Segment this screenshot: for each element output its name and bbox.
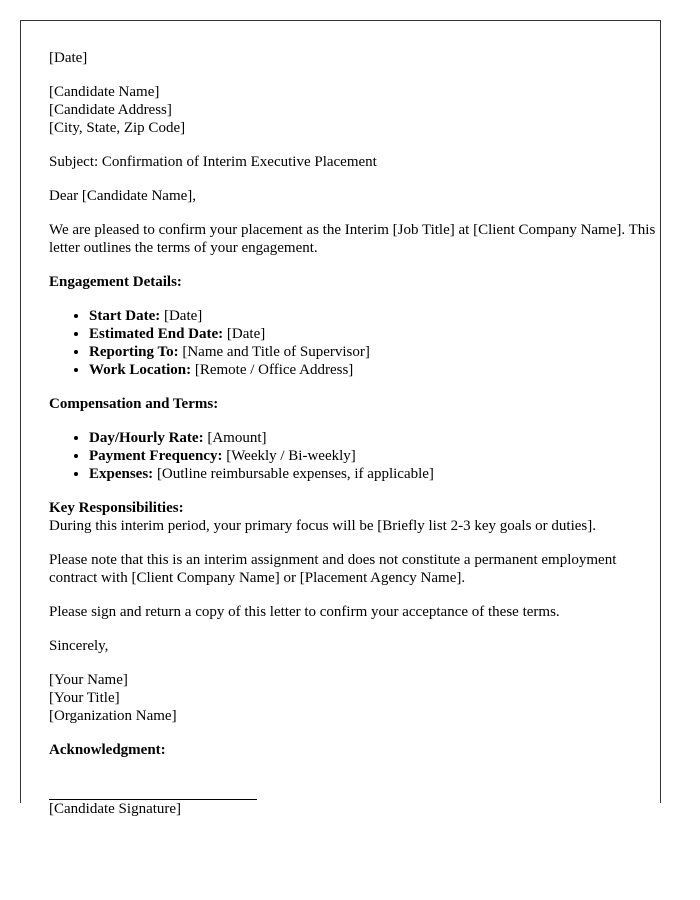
item-value: [Name and Title of Supervisor]	[178, 344, 370, 360]
item-value: [Remote / Office Address]	[191, 362, 354, 378]
responsibilities	[49, 499, 660, 535]
letter-page	[20, 20, 661, 817]
note: Please note that this is an interim assignment and does not constitute a permanent employment contract with [Client Company Name] or [Placement Agency Name].	[49, 552, 617, 586]
recipient-address: [Candidate Address]	[49, 102, 172, 118]
recipient-city: [City, State, Zip Code]	[49, 120, 186, 136]
sender-title: [Your Title]	[49, 690, 120, 706]
item-label: Estimated End Date:	[89, 326, 224, 342]
closing: Sincerely,	[49, 638, 109, 654]
item-value: [Date]	[160, 308, 203, 324]
item-label: Expenses:	[89, 466, 154, 482]
list-item	[89, 465, 660, 483]
responsibilities-text: During this interim period, your primary focus will be [Briefly list 2-3 key goals or duties].	[49, 518, 596, 534]
sender-block	[49, 671, 660, 725]
subject: Subject: Confirmation of Interim Executive Placement	[49, 154, 377, 170]
item-value: [Weekly / Bi-weekly]	[222, 448, 356, 464]
engagement-heading-text: Engagement Details:	[49, 274, 182, 290]
item-label: Start Date:	[89, 308, 161, 324]
item-label: Work Location:	[89, 362, 192, 378]
intro: We are pleased to confirm your placement as the Interim [Job Title] at [Client Company Name]. This letter outlines the terms of your engagement.	[49, 222, 656, 256]
responsibilities-heading: Key Responsibilities:	[49, 500, 184, 516]
sender-name: [Your Name]	[49, 672, 128, 688]
list-item	[89, 429, 660, 447]
list-item	[89, 361, 660, 379]
signature-label: [Candidate Signature]	[49, 801, 182, 817]
item-label: Day/Hourly Rate:	[89, 430, 204, 446]
recipient-name: [Candidate Name]	[49, 84, 160, 100]
list-item	[89, 307, 660, 325]
list-item	[89, 343, 660, 361]
sign-request: Please sign and return a copy of this letter to confirm your acceptance of these terms.	[49, 604, 560, 620]
salutation: Dear [Candidate Name],	[49, 188, 197, 204]
item-value: [Outline reimbursable expenses, if applicable]	[153, 466, 434, 482]
sender-org: [Organization Name]	[49, 708, 177, 724]
recipient-block	[49, 83, 660, 137]
item-label: Payment Frequency:	[89, 448, 223, 464]
acknowledgment-heading-text: Acknowledgment:	[49, 742, 166, 758]
compensation-list	[49, 429, 660, 483]
item-value: [Date]	[223, 326, 266, 342]
acknowledgment-heading	[49, 741, 660, 759]
list-item	[89, 325, 660, 343]
date: [Date]	[49, 50, 88, 66]
compensation-heading-text: Compensation and Terms:	[49, 396, 219, 412]
item-label: Reporting To:	[89, 344, 179, 360]
compensation-heading	[49, 395, 660, 413]
list-item	[89, 447, 660, 465]
item-value: [Amount]	[203, 430, 267, 446]
engagement-list	[49, 307, 660, 379]
engagement-heading	[49, 273, 660, 291]
